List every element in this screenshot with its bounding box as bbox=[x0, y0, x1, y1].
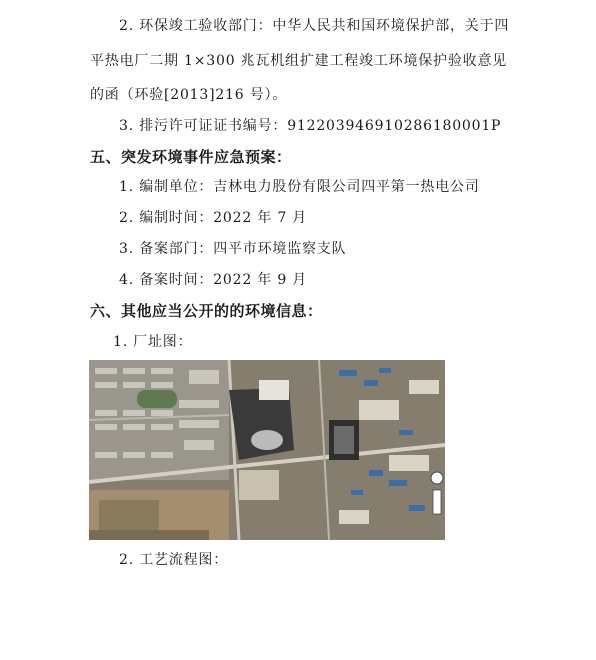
acceptance-department-line2: 平热电厂二期 1×300 兆瓦机组扩建工程竣工环境保护验收意见 bbox=[90, 53, 508, 69]
section6-item-2: 2. 工艺流程图： bbox=[119, 552, 229, 568]
acceptance-department-line1: 2. 环保竣工验收部门：中华人民共和国环境保护部，关于四 bbox=[119, 18, 510, 34]
satellite-site-map bbox=[89, 360, 445, 540]
section5-item-4: 4. 备案时间：2022 年 9 月 bbox=[119, 272, 308, 288]
permit-number-line: 3. 排污许可证证书编号：91220394691028618000​1P bbox=[119, 118, 502, 134]
acceptance-department-line3: 的函（环验[2013]216 号）。 bbox=[90, 87, 288, 103]
section5-item-1: 1. 编制单位：吉林电力股份有限公司四平第一热电公司 bbox=[119, 179, 480, 195]
section5-item-2: 2. 编制时间：2022 年 7 月 bbox=[119, 210, 308, 226]
section6-item-1: 1. 厂址图： bbox=[113, 334, 193, 350]
section5-heading: 五、突发环境事件应急预案： bbox=[90, 148, 292, 166]
section6-heading: 六、其他应当公开的的环境信息： bbox=[90, 302, 323, 320]
section5-item-3: 3. 备案部门：四平市环境监察支队 bbox=[119, 241, 347, 257]
